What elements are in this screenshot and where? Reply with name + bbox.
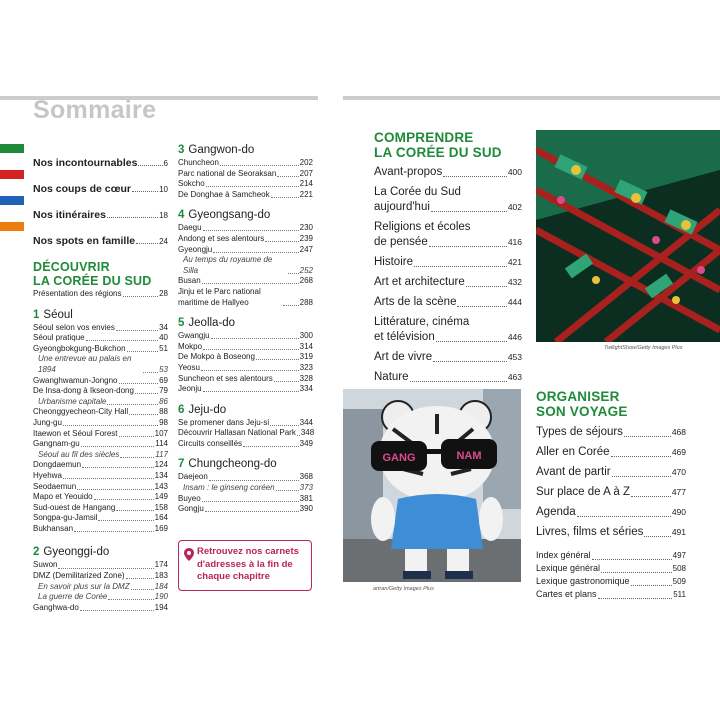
- toc-entry[interactable]: [178, 342, 313, 353]
- toc-entry-page: 183: [154, 571, 168, 581]
- column-1: [33, 142, 168, 613]
- toc-entry[interactable]: [33, 354, 168, 375]
- toc-entry-label: Urbanisme capitale: [38, 396, 107, 406]
- toc-entry-page: 207: [299, 168, 313, 178]
- toc-entry-page: 107: [154, 428, 168, 438]
- toc-entry[interactable]: [33, 524, 168, 535]
- chapter-heading-gangwon: 3 Gangwon-do: [178, 144, 255, 156]
- toc-entry-page: 323: [299, 362, 313, 372]
- index-entry-label: Lexique général: [536, 563, 601, 573]
- comprendre-entry[interactable]: [374, 185, 522, 215]
- toc-entry-label: Gongju: [178, 504, 204, 514]
- comprendre-entry[interactable]: [374, 275, 522, 290]
- toc-entry-page: 158: [154, 502, 168, 512]
- toc-entry[interactable]: [33, 344, 168, 355]
- comprendre-entry-label: Art et architecture: [374, 276, 465, 288]
- toc-entry-page: 230: [299, 223, 313, 233]
- toc-entry[interactable]: [178, 331, 313, 342]
- toc-entry[interactable]: [33, 333, 168, 344]
- comprendre-entry-page: 400: [507, 167, 522, 177]
- organiser-entry-label: Livres, films et séries: [536, 526, 644, 538]
- toc-entry[interactable]: [33, 407, 168, 418]
- toc-entry-label: Gwanghwamun-Jongno: [33, 375, 118, 385]
- toc-entry-label: Andong et ses alentours: [178, 233, 265, 243]
- toc-entry-page: 134: [154, 470, 168, 480]
- featured-color-bar: [0, 196, 24, 205]
- toc-entry[interactable]: [178, 483, 313, 494]
- toc-entry-label: Ganghwa-do: [33, 602, 79, 612]
- organiser-entry-label: Types de séjours: [536, 426, 623, 438]
- toc-entry-label: Suwon: [33, 560, 58, 570]
- toc-entry-label: Hyehwa: [33, 470, 62, 480]
- toc-entry[interactable]: [178, 234, 313, 245]
- toc-entry-label: Gangnam-gu: [33, 439, 80, 449]
- toc-entry-page: 69: [159, 375, 168, 385]
- toc-entry-label: DMZ (Demilitarized Zone): [33, 571, 125, 581]
- toc-entry-label: De Donghae à Samcheok: [178, 189, 270, 199]
- toc-entry-label: Yeosu: [178, 362, 200, 372]
- organiser-entry-label: Agenda: [536, 506, 576, 518]
- toc-entry[interactable]: [178, 179, 313, 190]
- toc-entry[interactable]: [33, 439, 168, 450]
- featured-label: Nos itinéraires: [33, 208, 106, 221]
- chapter-jeju-entries: [178, 418, 313, 450]
- toc-entry[interactable]: [178, 418, 313, 429]
- comprendre-entry-line2: aujourd'hui: [374, 201, 430, 213]
- toc-entry-label: De Insa-dong à Ikseon-dong: [33, 386, 134, 396]
- toc-entry[interactable]: [33, 482, 168, 493]
- index-entry[interactable]: [536, 588, 686, 601]
- toc-entry-label: Songpa-gu-Jamsil: [33, 513, 98, 523]
- toc-entry-page: 381: [299, 493, 313, 503]
- featured-color-bar: [0, 222, 24, 231]
- organiser-entry-label: Avant de partir: [536, 466, 611, 478]
- toc-entry-label: Sokcho: [178, 179, 205, 189]
- featured-page: 18: [159, 211, 168, 220]
- toc-entry-page: 149: [154, 492, 168, 502]
- featured-list: [33, 142, 168, 246]
- toc-entry-page: 79: [159, 386, 168, 396]
- decouvrir-title-line1: DÉCOUVRIR: [33, 260, 110, 274]
- toc-entry[interactable]: [178, 352, 313, 363]
- toc-entry[interactable]: [178, 223, 313, 234]
- chapter-seoul-entries: [33, 323, 168, 535]
- toc-entry[interactable]: [33, 460, 168, 471]
- index-entry-page: 508: [672, 564, 686, 573]
- index-entry-page: 511: [673, 590, 686, 599]
- toc-entry-label: De Mokpo à Boseong: [178, 352, 255, 362]
- toc-entry-label: Sud-ouest de Hangang: [33, 502, 116, 512]
- toc-entry-page: 174: [154, 560, 168, 570]
- comprendre-entry[interactable]: [374, 350, 522, 365]
- toc-entry-page: 169: [154, 523, 168, 533]
- toc-entry[interactable]: [33, 471, 168, 482]
- toc-entry-page: 239: [299, 233, 313, 243]
- decouvrir-title-line2: LA CORÉE DU SUD: [33, 274, 152, 288]
- featured-item[interactable]: [33, 168, 168, 194]
- toc-entry-label: Gwangju: [178, 331, 210, 341]
- toc-entry-page: 117: [155, 449, 168, 459]
- toc-entry-label: La guerre de Corée: [38, 592, 108, 602]
- chapter-heading-seoul: 1 Séoul: [33, 308, 73, 321]
- toc-entry-label: Chuncheon: [178, 158, 219, 167]
- toc-entry-label: Daejeon: [178, 472, 208, 482]
- toc-entry[interactable]: [33, 582, 168, 593]
- featured-item[interactable]: [33, 142, 168, 168]
- temple-photo-credit: TwilightShow/Getty Images Plus: [604, 345, 683, 351]
- toc-entry-page: 124: [154, 460, 168, 470]
- glasses-right-text: NAM: [456, 450, 482, 462]
- chapter-chungcheong-entries: [178, 472, 313, 514]
- featured-item[interactable]: [33, 220, 168, 246]
- index-entry-label: Index général: [536, 550, 591, 560]
- toc-entry-label: Séoul selon vos envies: [33, 322, 115, 332]
- toc-entry[interactable]: [33, 386, 168, 397]
- organiser-entry[interactable]: [536, 525, 686, 540]
- toc-entry-page: 247: [299, 244, 313, 254]
- toc-entry-page: 202: [299, 158, 313, 167]
- comprendre-entry[interactable]: [374, 370, 522, 385]
- temple-ceiling-illustration: [536, 130, 720, 342]
- bear-photo-credit: artran/Getty Images Plus: [373, 586, 434, 592]
- toc-entry[interactable]: [33, 323, 168, 334]
- organiser-entry[interactable]: [536, 465, 686, 480]
- toc-entry-page: 390: [299, 504, 313, 514]
- comprendre-list: [374, 165, 522, 385]
- index-entry-page: 497: [672, 551, 686, 560]
- toc-entry-page: 190: [154, 592, 168, 602]
- comprendre-entry-page: 402: [507, 202, 522, 212]
- toc-entry[interactable]: [33, 592, 168, 603]
- decouvrir-heading: [33, 260, 168, 288]
- toc-entry-page: 373: [299, 483, 313, 493]
- featured-page: 24: [159, 237, 168, 246]
- toc-entry-label: Jung-gu: [33, 417, 62, 427]
- temple-ceiling-photo: [536, 130, 720, 342]
- organiser-list: [536, 425, 686, 540]
- index-entry[interactable]: [536, 562, 686, 575]
- toc-entry[interactable]: [178, 428, 313, 439]
- bear-statue-illustration: [343, 389, 521, 582]
- toc-entry-label: Gyeongju: [178, 244, 213, 254]
- comprendre-entry-label: Avant-propos: [374, 166, 443, 178]
- toc-entry-label: Busan: [178, 276, 201, 286]
- chapter-jeolla-entries: [178, 331, 313, 395]
- toc-entry-page: 300: [299, 331, 313, 341]
- featured-color-bar: [0, 170, 24, 179]
- comprendre-entry-line1: Littérature, cinéma: [374, 316, 470, 328]
- toc-entry-label: Jinju et le Parc national maritime de Hallyeo: [178, 286, 261, 307]
- toc-entry[interactable]: [178, 504, 313, 515]
- toc-entry-page: 184: [154, 581, 168, 591]
- toc-entry-page: 164: [154, 513, 168, 523]
- toc-entry-page: 34: [159, 322, 168, 332]
- toc-entry-label: Se promener dans Jeju-si: [178, 417, 270, 427]
- toc-entry-label: Buyeo: [178, 493, 201, 503]
- toc-entry-label: Jeonju: [178, 384, 202, 394]
- toc-entry-label: Une entrevue au palais en 1894: [38, 354, 132, 374]
- comprendre-entry-label: Art de vivre: [374, 351, 433, 363]
- organiser-entry-page: 468: [671, 427, 686, 437]
- toc-entry-page: 368: [299, 472, 313, 482]
- toc-entry-label: Au temps du royaume de Silla: [183, 255, 273, 275]
- comprendre-entry[interactable]: [374, 315, 522, 345]
- chapter-heading-chungcheong: 7 Chungcheong-do: [178, 458, 277, 471]
- comprendre-entry-page: 421: [507, 257, 522, 267]
- toc-entry[interactable]: [33, 603, 168, 614]
- glasses-left-text: GANG: [382, 452, 416, 464]
- comprendre-entry-page: 463: [507, 372, 522, 382]
- toc-entry-page: 328: [299, 373, 313, 383]
- decouvrir-intro-page: 28: [159, 289, 168, 298]
- toc-entry-label: Insam : le ginseng coréen: [183, 483, 275, 493]
- toc-entry[interactable]: [33, 376, 168, 387]
- comprendre-entry[interactable]: [374, 220, 522, 250]
- toc-entry[interactable]: [178, 287, 313, 308]
- index-entry[interactable]: [536, 575, 686, 588]
- toc-entry[interactable]: [178, 472, 313, 483]
- toc-entry-label: Bukhansan: [33, 523, 74, 533]
- comprendre-entry-page: 446: [507, 332, 522, 342]
- organiser-entry-page: 470: [671, 467, 686, 477]
- index-entry-label: Lexique gastronomique: [536, 576, 630, 586]
- toc-entry-page: 221: [299, 189, 313, 199]
- organiser-entry-label: Sur place de A à Z: [536, 486, 630, 498]
- column-3: [374, 130, 522, 385]
- index-entry-label: Cartes et plans: [536, 589, 597, 599]
- featured-label: Nos coups de cœur: [33, 182, 132, 195]
- featured-page: 10: [159, 185, 168, 194]
- toc-entry-page: 252: [299, 265, 313, 275]
- toc-entry-page: 194: [154, 602, 168, 612]
- toc-entry[interactable]: [33, 450, 168, 461]
- organiser-entry[interactable]: [536, 505, 686, 520]
- toc-entry-page: 98: [159, 417, 168, 427]
- toc-entry[interactable]: [33, 418, 168, 429]
- toc-entry-page: 348: [300, 428, 315, 438]
- toc-entry-page: 51: [159, 343, 168, 353]
- bear-statue-photo: [343, 389, 521, 582]
- header-rule-right: [343, 96, 720, 100]
- toc-entry-label: Séoul au fil des siècles: [38, 449, 120, 459]
- organiser-entry[interactable]: [536, 445, 686, 460]
- chapter-heading-gyeongsang: 4 Gyeongsang-do: [178, 209, 271, 222]
- chapter-gangwon-entries: [178, 158, 313, 200]
- organiser-entry-page: 469: [671, 447, 686, 457]
- featured-color-bar: [0, 144, 24, 153]
- comprendre-entry-line2: de pensée: [374, 236, 428, 248]
- toc-entry-label: Découvrir Hallasan National Park: [178, 428, 296, 438]
- toc-entry-label: Circuits conseillés: [178, 438, 243, 448]
- comprendre-entry-label: Histoire: [374, 256, 413, 268]
- organiser-entry-page: 490: [671, 507, 686, 517]
- comprendre-entry-line1: La Corée du Sud: [374, 186, 461, 198]
- comprendre-entry-label: Arts de la scène: [374, 296, 457, 308]
- toc-entry[interactable]: [33, 397, 168, 408]
- organiser-entry-page: 491: [671, 527, 686, 537]
- toc-entry-page: 53: [159, 364, 168, 374]
- toc-entry[interactable]: [178, 494, 313, 505]
- comprendre-entry-page: 432: [507, 277, 522, 287]
- toc-entry[interactable]: [33, 492, 168, 503]
- comprendre-entry[interactable]: [374, 255, 522, 270]
- toc-entry-label: En savoir plus sur la DMZ: [38, 581, 130, 591]
- toc-entry-label: Gyeongbokgung-Bukchon: [33, 343, 126, 353]
- toc-entry-page: 349: [299, 438, 313, 448]
- toc-entry-label: Parc national de Seoraksan: [178, 168, 277, 178]
- organiser-entry-label: Aller en Corée: [536, 446, 610, 458]
- toc-entry[interactable]: [178, 374, 313, 385]
- toc-entry-label: Mokpo: [178, 341, 203, 351]
- toc-entry-label: Cheonggyecheon-City Hall: [33, 407, 129, 417]
- map-pin-icon: [184, 548, 194, 561]
- page-title: Sommaire: [33, 96, 157, 124]
- column-2: [178, 138, 313, 515]
- toc-entry-label: Itaewon et Séoul Forest: [33, 428, 118, 438]
- toc-entry[interactable]: [178, 276, 313, 287]
- toc-entry-page: 314: [299, 341, 313, 351]
- comprendre-entry-page: 453: [507, 352, 522, 362]
- decouvrir-intro[interactable]: [33, 289, 168, 300]
- toc-entry[interactable]: [178, 245, 313, 256]
- toc-entry-label: Seodaemun: [33, 481, 77, 491]
- toc-entry[interactable]: [33, 503, 168, 514]
- comprendre-title-line2: LA CORÉE DU SUD: [374, 145, 502, 160]
- toc-entry-label: Daegu: [178, 223, 202, 233]
- toc-entry-page: 334: [299, 384, 313, 394]
- toc-entry-label: Séoul pratique: [33, 333, 85, 343]
- organiser-entry-page: 477: [671, 487, 686, 497]
- organiser-title-line1: ORGANISER: [536, 389, 620, 404]
- comprendre-entry-page: 416: [507, 237, 522, 247]
- toc-entry-page: 344: [299, 417, 313, 427]
- toc-entry[interactable]: [178, 255, 313, 276]
- toc-entry-page: 288: [299, 297, 313, 307]
- toc-entry-page: 86: [159, 396, 168, 406]
- comprendre-entry[interactable]: [374, 295, 522, 310]
- column-4: [536, 389, 686, 601]
- featured-page: 6: [163, 159, 168, 168]
- toc-entry-label: Suncheon et ses alentours: [178, 373, 273, 383]
- featured-label: Nos spots en famille: [33, 234, 136, 247]
- toc-entry-label: Dongdaemun: [33, 460, 82, 470]
- toc-entry-page: 114: [155, 439, 168, 449]
- addresses-callout: [178, 540, 312, 591]
- comprendre-entry-label: Nature: [374, 371, 409, 383]
- callout-text: Retrouvez nos carnets d'adresses à la fin de chaque chapitre: [197, 546, 299, 582]
- comprendre-entry-line2: et télévision: [374, 331, 435, 343]
- toc-entry[interactable]: [178, 169, 313, 180]
- index-entry[interactable]: [536, 549, 686, 562]
- toc-entry[interactable]: [178, 363, 313, 374]
- featured-label: Nos incontournables: [33, 156, 138, 169]
- decouvrir-intro-label: Présentation des régions: [33, 289, 122, 298]
- toc-entry[interactable]: [178, 384, 313, 395]
- comprendre-entry-line1: Religions et écoles: [374, 221, 471, 233]
- chapter-gyeonggi-entries: [33, 560, 168, 613]
- toc-entry-page: 143: [154, 481, 168, 491]
- toc-entry[interactable]: [33, 571, 168, 582]
- organiser-title-line2: SON VOYAGE: [536, 404, 628, 419]
- organiser-entry[interactable]: [536, 485, 686, 500]
- comprendre-entry-page: 444: [507, 297, 522, 307]
- toc-entry[interactable]: [33, 513, 168, 524]
- toc-entry[interactable]: [178, 439, 313, 450]
- toc-entry[interactable]: [33, 560, 168, 571]
- toc-entry[interactable]: [178, 158, 313, 169]
- toc-entry[interactable]: [33, 429, 168, 440]
- organiser-index-list: [536, 549, 686, 601]
- chapter-heading-jeju: 6 Jeju-do: [178, 403, 227, 416]
- toc-entry-page: 214: [299, 179, 313, 189]
- toc-entry-page: 319: [299, 352, 313, 362]
- comprendre-entry[interactable]: [374, 165, 522, 180]
- toc-entry-page: 88: [159, 407, 168, 417]
- chapter-gyeongsang-entries: [178, 223, 313, 308]
- chapter-heading-jeolla: 5 Jeolla-do: [178, 317, 236, 330]
- toc-entry-page: 268: [299, 276, 313, 286]
- organiser-entry[interactable]: [536, 425, 686, 440]
- toc-entry-label: Mapo et Yeouido: [33, 492, 93, 502]
- toc-entry-page: 40: [159, 333, 168, 343]
- featured-item[interactable]: [33, 194, 168, 220]
- index-entry-page: 509: [672, 577, 686, 586]
- toc-entry[interactable]: [178, 190, 313, 201]
- chapter-heading-gyeonggi: 2 Gyeonggi-do: [33, 546, 110, 559]
- comprendre-title-line1: COMPRENDRE: [374, 130, 474, 145]
